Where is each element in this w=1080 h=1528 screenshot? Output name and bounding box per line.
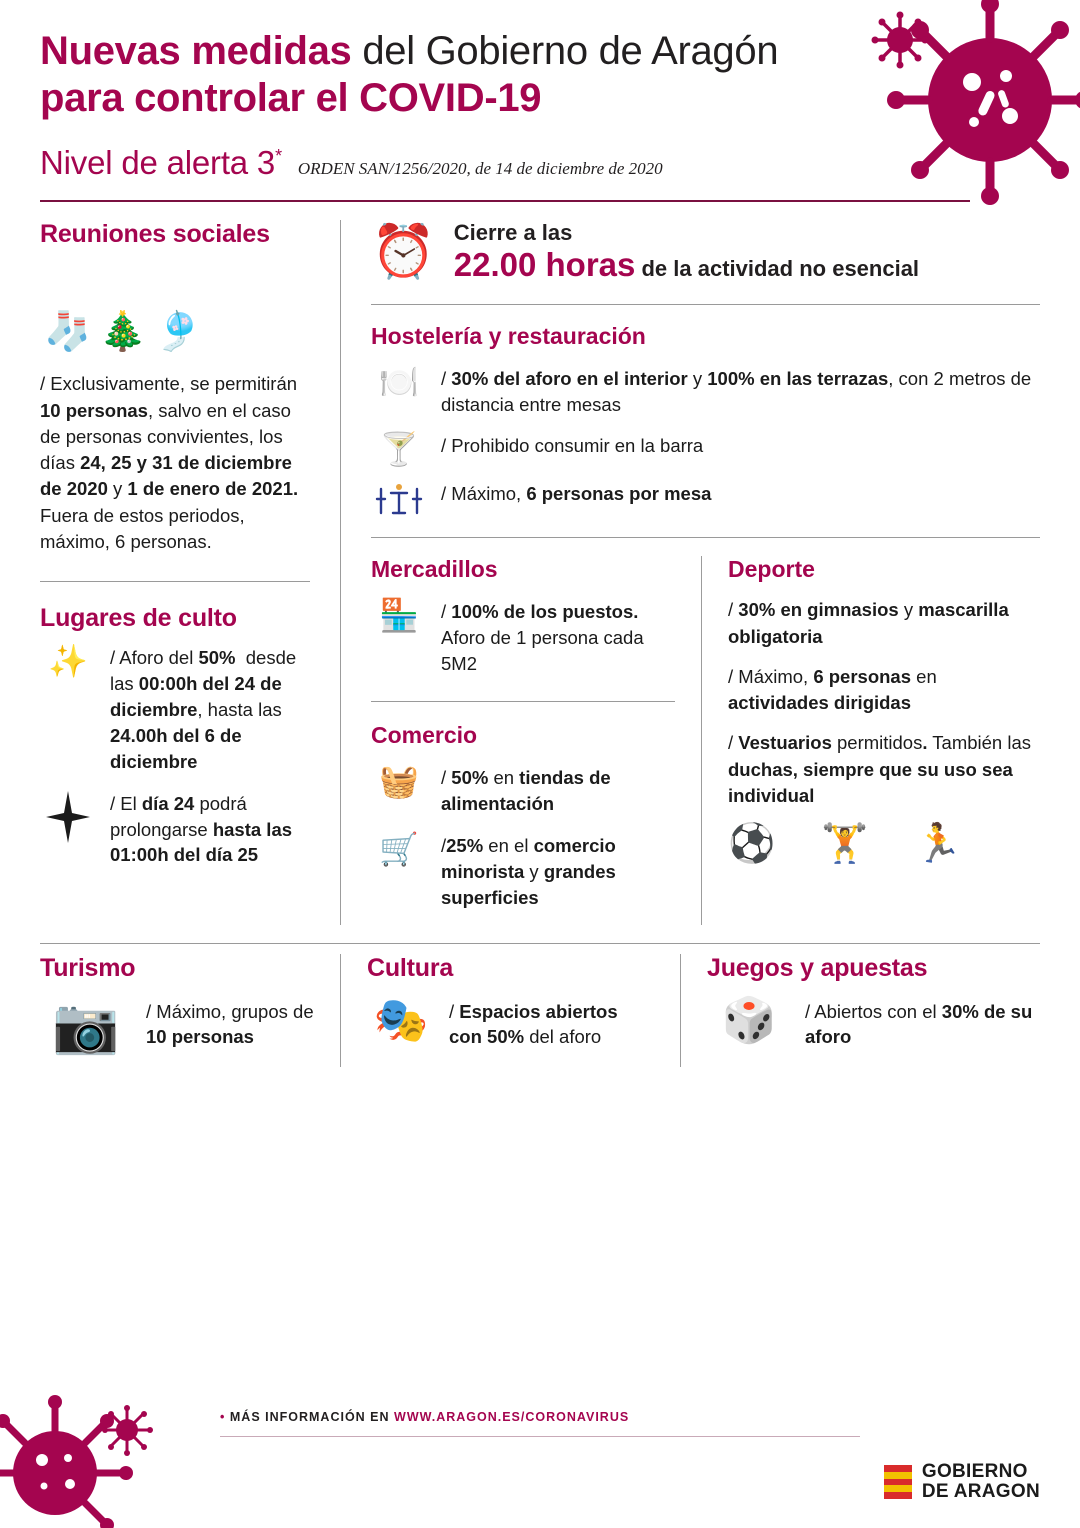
table-chairs-icon <box>371 479 427 517</box>
right-column <box>340 220 1040 924</box>
gov-line-1: GOBIERNO <box>921 1461 1028 1483</box>
section-title-cultura: Cultura <box>367 953 454 982</box>
section-title-juegos: Juegos y apuestas <box>707 953 928 982</box>
reuniones-text: / Exclusivamente, se permitirán 10 personas, salvo en el caso de personas convivientes, los días 24, 25 y 31 de diciembre de 2020 y 1 de enero de 2021. Fuera de estos periodos, máximo, 6 personas. <box>40 373 299 552</box>
page-title <box>40 28 860 122</box>
deporte-item-3-text: / Vestuarios permitidos. También las duchas, siempre que su uso sea individual <box>728 732 1032 806</box>
footer <box>0 1388 1080 1528</box>
divider-bottom <box>40 943 1040 944</box>
culto-item-1-text: / Aforo del 50% desde las 00:00h del 24 de diciembre, hasta las 24.00h del 6 de diciembre <box>110 647 297 772</box>
gov-line-2: DE ARAGON <box>921 1481 1040 1503</box>
hosteleria-item-3-text: / Máximo, 6 personas por mesa <box>441 483 712 505</box>
divider-right-1 <box>371 304 1040 305</box>
comercio-item-1-text: / 50% en tiendas de alimentación <box>441 767 611 814</box>
mid-right-column <box>701 556 1040 924</box>
mid-two-columns <box>371 556 1040 924</box>
comercio-item-2 <box>371 831 675 911</box>
cultura-item-1-text: / Espacios abiertos con 50% del aforo <box>449 1000 618 1048</box>
hosteleria-item-2-text: / Prohibido consumir en la barra <box>441 435 704 457</box>
hosteleria-item-2 <box>371 431 1040 468</box>
main-content <box>0 202 1080 924</box>
hosteleria-item-3 <box>371 479 1040 517</box>
section-title-mercadillos: Mercadillos <box>371 556 498 583</box>
comercio-item-2-text: /25% en el comercio minorista y grandes superficies <box>441 834 616 908</box>
hosteleria-item-1 <box>371 364 1040 418</box>
bottom-col-turismo <box>40 954 340 1067</box>
divider-right-2 <box>371 537 1040 538</box>
section-title-turismo: Turismo <box>40 953 136 982</box>
culto-item-2 <box>40 789 316 869</box>
dice-icon: 🎲 <box>721 995 777 1045</box>
section-title-culto: Lugares de culto <box>40 604 237 633</box>
closing-hour: 22.00 horas <box>453 245 636 283</box>
food-serving-icon: 🍽️ <box>379 363 419 400</box>
title-part3: para controlar el COVID-19 <box>40 76 542 121</box>
culto-item-1 <box>40 643 316 774</box>
order-reference: ORDEN SAN/1256/2020, de 14 de diciembre de 2020 <box>297 159 663 179</box>
divider-mid-left <box>371 701 675 702</box>
mercadillos-item-1 <box>371 597 675 677</box>
star-icon <box>40 789 96 843</box>
christmas-tree-icon: 🎄 <box>99 311 147 354</box>
culto-item-2-text: / El día 24 podrá prolongarse hasta las 01:00h del día 25 <box>110 792 293 866</box>
christmas-icons <box>44 259 316 354</box>
cocktail-icon: 🍸 <box>379 431 419 468</box>
header <box>0 0 1080 182</box>
subtitle-row <box>40 144 1040 182</box>
closing-time-text <box>454 220 919 283</box>
closing-line1: Cierre a las <box>453 220 573 246</box>
turismo-item-1-text: / Máximo, grupos de 10 personas <box>146 1000 314 1048</box>
government-logo-text <box>922 1462 1040 1502</box>
grocery-basket-icon: 🧺 <box>379 763 419 800</box>
closing-rest: de la actividad no esencial <box>635 255 920 281</box>
section-title-comercio: Comercio <box>371 722 478 749</box>
deporte-item-1-text: / 30% en gimnasios y mascarilla obligatoria <box>728 599 1009 647</box>
sport-icons <box>728 823 1040 866</box>
left-column <box>40 220 340 924</box>
mercadillos-item-1-text: / 100% de los puestos. Aforo de 1 persona cada 5M2 <box>441 601 644 675</box>
government-logo <box>884 1462 1040 1502</box>
aragon-flag-icon <box>884 1465 912 1499</box>
footer-divider <box>220 1436 860 1437</box>
alert-asterisk: * <box>275 146 282 167</box>
camera-icon: 📷 <box>52 995 120 1056</box>
title-part2: del Gobierno de Aragón <box>351 29 779 73</box>
hosteleria-item-1-text: / 30% del aforo en el interior y 100% en las terrazas, con 2 metros de distancia entre mesas <box>441 367 1032 415</box>
market-stall-icon: 🏪 <box>379 597 419 634</box>
alert-level <box>40 144 282 182</box>
christmas-bauble-icon: 🎐 <box>154 311 202 354</box>
deporte-item-2-text: / Máximo, 6 personas en actividades dirigidas <box>728 665 937 714</box>
comercio-item-1 <box>371 763 675 817</box>
section-title-reuniones: Reuniones sociales <box>40 220 270 249</box>
coronavirus-small-icon <box>870 10 930 70</box>
more-info-prefix: MÁS INFORMACIÓN EN <box>229 1410 395 1424</box>
title-part1: Nuevas medidas <box>40 29 352 73</box>
shopping-cart-icon: 🛒 <box>379 830 419 867</box>
soccer-ball-icon: ⚽ <box>728 823 776 866</box>
bottom-col-juegos <box>680 954 1040 1067</box>
juegos-item-1-text: / Abiertos con el 30% de su aforo <box>805 1000 1033 1048</box>
section-title-hosteleria: Hostelería y restauración <box>371 322 646 349</box>
mid-left-column <box>371 556 701 924</box>
bullet-icon: • <box>220 1410 226 1424</box>
alarm-clock-icon: ⏰ <box>371 222 436 281</box>
alert-level-text: Nivel de alerta 3 <box>40 144 276 182</box>
divider-left-1 <box>40 581 310 582</box>
coronavirus-url[interactable]: WWW.ARAGON.ES/CORONAVIRUS <box>394 1410 630 1424</box>
juegos-item-1 <box>707 997 1040 1051</box>
turismo-item-1 <box>40 995 316 1056</box>
runner-icon: 🏃 <box>914 823 962 866</box>
section-title-deporte: Deporte <box>728 556 815 583</box>
cultura-item-1 <box>367 997 654 1051</box>
coronavirus-footer-small-icon <box>100 1403 155 1458</box>
christmas-stocking-icon: 🧦 <box>44 311 92 354</box>
bottom-columns <box>0 954 1080 1067</box>
theatre-masks-icon: 🎭 <box>373 995 429 1045</box>
bottom-col-cultura <box>340 954 680 1067</box>
closing-time-banner <box>371 220 1040 283</box>
more-info <box>220 1410 629 1424</box>
weight-lifter-icon: 🏋️ <box>821 823 869 866</box>
sparkle-icon: ✨ <box>48 643 88 680</box>
